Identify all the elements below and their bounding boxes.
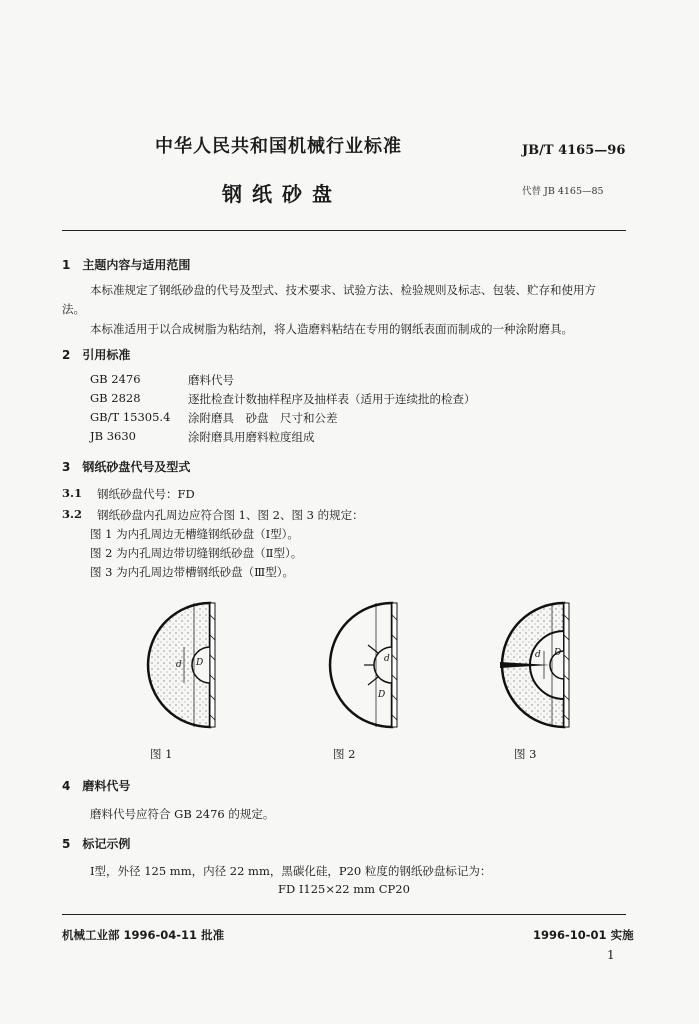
section-3-heading: 3 钢纸砂盘代号及型式 [62,460,191,474]
marking-example-code: FD Ⅰ125×22 mm CP20 [278,882,410,896]
ref-name: 逐批检查计数抽样程序及抽样表（适用于连续批的检查） [188,392,476,406]
ref-code: GB 2828 [90,391,141,405]
header-rule [62,230,626,231]
ref-name: 涂附磨具用磨料粒度组成 [188,430,315,444]
figure-2-dim-D: D [378,690,386,700]
section-4-paragraph: 磨料代号应符合 GB 2476 的规定。 [90,807,275,821]
figure-1-dim-D: D [196,658,204,668]
approval-line: 机械工业部 1996-04-11 批准 [62,928,225,942]
figure-1-description: 图 1 为内孔周边无槽缝钢纸砂盘（Ⅰ型）。 [90,527,299,541]
figure-3-dim-d: d [535,650,541,660]
figure-1-drawing [90,595,230,735]
clause-3-2-number: 3.2 [62,507,83,521]
clause-3-2-text: 钢纸砂盘内孔周边应符合图 1、图 2、图 3 的规定： [97,508,364,522]
figure-2-description: 图 2 为内孔周边带切缝钢纸砂盘（Ⅱ型）。 [90,546,303,560]
clause-3-1-text: 钢纸砂盘代号：FD [97,487,195,501]
clause-3-1-number: 3.1 [62,486,83,500]
replaces-standard: 代替 JB 4165—85 [522,186,604,197]
section-5-heading: 5 标记示例 [62,837,131,851]
standard-number: JB/T 4165—96 [522,143,626,158]
ref-name: 涂附磨具 砂盘 尺寸和公差 [188,411,338,425]
ref-code: GB/T 15305.4 [90,410,171,424]
ref-name: 磨料代号 [188,373,234,387]
section-1-heading: 1 主题内容与适用范围 [62,258,191,272]
figure-3-label: 图 3 [514,747,537,761]
figure-1-dim-d: d [176,660,182,670]
section-5-paragraph: Ⅰ型，外径 125 mm，内径 22 mm，黑碳化硅，P20 粒度的钢纸砂盘标记为： [90,864,492,878]
effective-date: 1996-10-01 实施 [533,928,634,942]
page-number: 1 [607,948,615,962]
figure-3-description: 图 3 为内孔周边带槽钢纸砂盘（Ⅲ型）。 [90,565,294,579]
ref-code: JB 3630 [90,429,136,443]
figure-3-drawing [452,595,592,735]
section-4-heading: 4 磨料代号 [62,779,131,793]
footer-rule [62,914,626,915]
figure-2-label: 图 2 [333,747,356,761]
section-1-paragraph-1-cont: 法。 [62,302,85,316]
figure-2-drawing [272,595,412,735]
document-title: 钢纸砂盘 [222,182,342,206]
section-1-paragraph-2: 本标准适用于以合成树脂为粘结剂，将人造磨料粘结在专用的钢纸表面而制成的一种涂附磨具。 [90,322,573,336]
section-2-heading: 2 引用标准 [62,348,131,362]
section-1-paragraph-1: 本标准规定了钢纸砂盘的代号及型式、技术要求、试验方法、检验规则及标志、包装、贮存和使用方 [90,283,596,297]
figure-1-label: 图 1 [150,747,173,761]
figure-2-dim-d: d [384,654,390,664]
ref-code: GB 2476 [90,372,141,386]
figure-3-dim-D: D [554,648,562,658]
standard-category-title: 中华人民共和国机械行业标准 [155,136,402,157]
